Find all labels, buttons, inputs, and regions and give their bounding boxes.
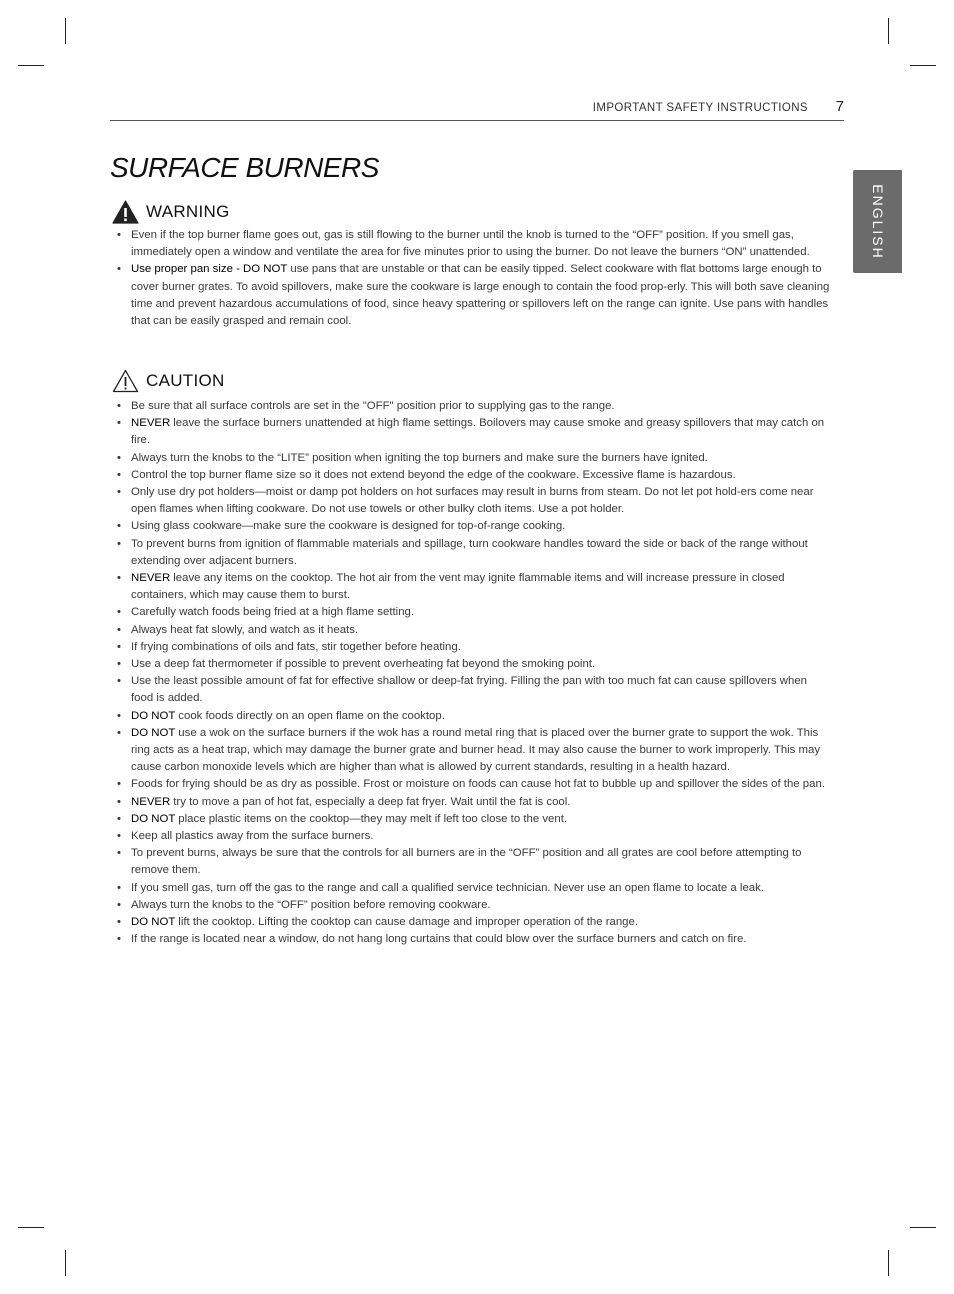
warning-label: WARNING xyxy=(146,202,230,221)
caution-list xyxy=(116,398,832,949)
caution-item xyxy=(116,570,832,604)
caution-item xyxy=(116,536,832,570)
caution-item-text: leave any items on the cooktop. The hot air from the vent may ignite flammable items and will increase pressure in closed containers, which may cause them to burst. xyxy=(131,572,785,602)
caution-item xyxy=(116,708,832,725)
caution-item-text: Only use dry pot holders—moist or damp pot holders on hot surfaces may result in burns from steam. Do not let pot hold-ers come near open flames when lifting cookware. Do not use towels or other bulky cloth items. Use a pot holder. xyxy=(131,486,814,516)
caution-item xyxy=(116,811,832,828)
caution-item xyxy=(116,845,832,879)
caution-item-text: try to move a pan of hot fat, especially a deep fat fryer. Wait until the fat is cool. xyxy=(173,795,571,808)
crop-mark xyxy=(910,1227,936,1228)
caution-item-text: Be sure that all surface controls are set in the "OFF" position prior to supplying gas to the range. xyxy=(131,400,615,412)
caution-item xyxy=(116,484,832,518)
crop-mark xyxy=(888,1250,889,1276)
caution-item-text: cook foods directly on an open flame on the cooktop. xyxy=(178,709,445,722)
caution-item xyxy=(116,931,832,948)
caution-item xyxy=(116,450,832,467)
caution-item-text: To prevent burns, always be sure that the controls for all burners are in the “OFF” position and all grates are cool before attempting to remove them. xyxy=(131,847,802,877)
caution-item-text: use a wok on the surface burners if the wok has a round metal ring that is placed over the burner grate to support the wok. This ring acts as a heat trap, which may damage the burner grate and burner head. It may also cause the burner to work improperly. This may cause carbon monoxide levels which are higher than what is allowed by current standards, resulting in a health hazard. xyxy=(131,726,821,774)
caution-item-emphasis: NEVER xyxy=(131,417,171,430)
caution-item xyxy=(116,604,832,621)
caution-item xyxy=(116,725,832,777)
caution-heading xyxy=(112,369,225,393)
warning-item-emphasis: Use proper pan size - DO NOT xyxy=(131,263,288,276)
warning-icon xyxy=(112,200,139,224)
caution-icon xyxy=(112,369,139,393)
caution-item-text: If you smell gas, turn off the gas to the range and call a qualified service technician. Never use an open flame to locate a leak. xyxy=(131,881,764,894)
caution-item-text: If the range is located near a window, do not hang long curtains that could blow over the surface burners and catch on fire. xyxy=(131,933,747,946)
caution-label: CAUTION xyxy=(146,371,225,390)
crop-mark xyxy=(18,1227,44,1228)
caution-item-emphasis: DO NOT xyxy=(131,726,176,739)
caution-item xyxy=(116,828,832,845)
crop-mark xyxy=(65,18,66,44)
caution-item-text: Keep all plastics away from the surface burners. xyxy=(131,830,374,843)
warning-item xyxy=(116,261,832,330)
caution-item-emphasis: DO NOT xyxy=(131,916,176,929)
caution-item-text: lift the cooktop. Lifting the cooktop can cause damage and improper operation of the range. xyxy=(178,916,639,929)
caution-item xyxy=(116,622,832,639)
page-number: 7 xyxy=(835,98,844,115)
caution-item-emphasis: NEVER xyxy=(131,795,171,808)
crop-mark xyxy=(888,18,889,44)
caution-item-text: Carefully watch foods being fried at a high flame setting. xyxy=(131,606,415,619)
caution-item-text: If frying combinations of oils and fats, stir together before heating. xyxy=(131,640,461,653)
caution-item xyxy=(116,467,832,484)
section-title: IMPORTANT SAFETY INSTRUCTIONS xyxy=(592,102,808,114)
caution-item-text: leave the surface burners unattended at high flame settings. Boilovers may cause smoke and greasy spillovers that may catch on fire. xyxy=(131,417,825,447)
caution-item xyxy=(116,794,832,811)
caution-item-text: Control the top burner flame size so it does not extend beyond the edge of the cookware. Excessive flame is hazardous. xyxy=(131,468,736,481)
caution-item xyxy=(116,398,832,415)
warning-item-text: use pans that are unstable or that can be easily tipped. Select cookware with flat bottoms large enough to cover burner grates. To avoid spillovers, make sure the cookware is large enough to contain the food prop-erly. This will both save cleaning time and prevent hazardous accumulations of food, since heavy spattering or spillovers left on the range can ignite. Use pans with handles that can be easily grasped and remain cool. xyxy=(131,263,830,328)
caution-item-text: Use a deep fat thermometer if possible to prevent overheating fat beyond the smoking point. xyxy=(131,658,596,671)
caution-item xyxy=(116,518,832,535)
caution-item xyxy=(116,914,832,931)
warning-item xyxy=(116,227,832,261)
page-title: SURFACE BURNERS xyxy=(110,152,379,183)
language-tab-label: ENGLISH xyxy=(869,183,886,260)
warning-heading xyxy=(112,200,230,224)
caution-item-text: Using glass cookware—make sure the cookware is designed for top-of-range cooking. xyxy=(131,520,566,533)
caution-item-text: Always turn the knobs to the “OFF” position before removing cookware. xyxy=(131,898,491,911)
crop-mark xyxy=(18,65,44,66)
caution-item-text: place plastic items on the cooktop—they may melt if left too close to the vent. xyxy=(178,812,568,825)
caution-item-text: Use the least possible amount of fat for effective shallow or deep-fat frying. Filling the pan with too much fat can cause spillovers when food is added. xyxy=(131,675,807,705)
caution-item xyxy=(116,673,832,707)
caution-item-emphasis: DO NOT xyxy=(131,709,176,722)
warning-list xyxy=(116,227,832,330)
crop-mark xyxy=(65,1250,66,1276)
caution-item xyxy=(116,639,832,656)
caution-item-text: To prevent burns from ignition of flammable materials and spillage, turn cookware handles toward the side or back of the range without extending over adjacent burners. xyxy=(131,537,808,567)
crop-mark xyxy=(910,65,936,66)
caution-item xyxy=(116,656,832,673)
running-header xyxy=(110,100,844,121)
caution-item xyxy=(116,415,832,449)
warning-item-text: Even if the top burner flame goes out, gas is still flowing to the burner until the knob is turned to the “OFF” position. If you smell gas, immediately open a window and ventilate the area for five minutes prior to using the burner. Do not leave the burners “ON” unattended. xyxy=(131,229,810,259)
language-tab xyxy=(853,170,902,273)
caution-item-text: Always turn the knobs to the “LITE” position when igniting the top burners and make sure the burners have ignited. xyxy=(131,451,708,464)
caution-item-emphasis: NEVER xyxy=(131,572,171,585)
caution-item-text: Always heat fat slowly, and watch as it heats. xyxy=(131,623,359,636)
caution-item xyxy=(116,776,832,793)
caution-item xyxy=(116,897,832,914)
caution-item-emphasis: DO NOT xyxy=(131,812,176,825)
caution-item xyxy=(116,880,832,897)
caution-item-text: Foods for frying should be as dry as possible. Frost or moisture on foods can cause hot fat to bubble up and spillover the sides of the pan. xyxy=(131,778,825,791)
